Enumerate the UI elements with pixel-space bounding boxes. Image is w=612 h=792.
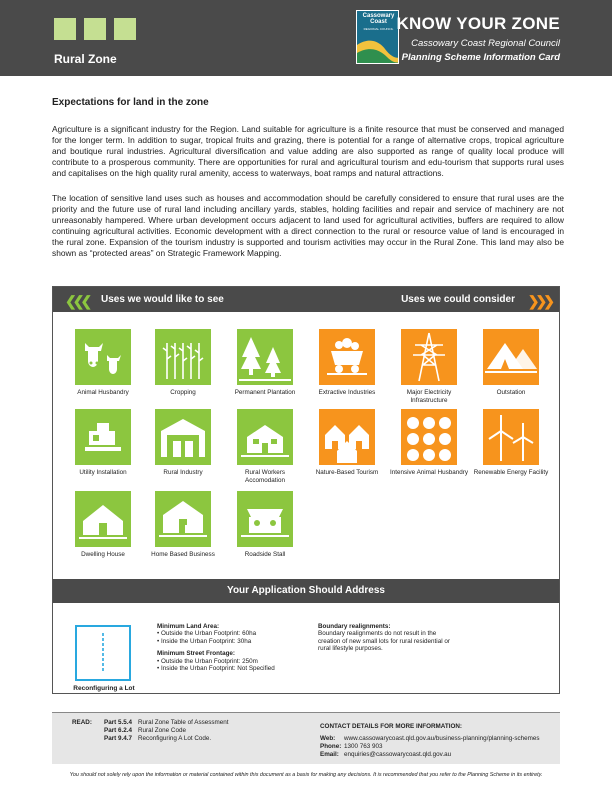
min-area-outside: Outside the Urban Footprint: 60ha bbox=[160, 630, 257, 638]
council-logo[interactable] bbox=[356, 10, 399, 64]
part-name: Rural Zone Code bbox=[138, 727, 186, 734]
frontage-outside: Outside the Urban Footprint: 250m bbox=[160, 657, 258, 665]
web-label: Web: bbox=[320, 735, 336, 742]
logo-tagline: REGIONAL COUNCIL bbox=[363, 27, 394, 31]
use-label-cropping: Cropping bbox=[170, 389, 196, 396]
email-label: Email: bbox=[320, 751, 339, 758]
land-area-block: Minimum Land Area: • Outside the Urban Footprint: 60ha • Inside the Urban Footprint: 30ha Minimum Street Frontage: • Outside the Urban Footprint: 250m • Inside the Urban Footprint: Not Specified bbox=[157, 623, 275, 673]
crop-icon bbox=[155, 329, 211, 385]
use-label-roadside-stall: Roadside Stall bbox=[244, 551, 286, 558]
frontage-title: Minimum Street Frontage: bbox=[157, 650, 236, 658]
card-subtitle: Planning Scheme Information Card bbox=[401, 52, 560, 63]
part-name: Reconfiguring A Lot Code. bbox=[138, 735, 212, 742]
consider-title: Uses we could consider bbox=[401, 294, 515, 305]
page-title: KNOW YOUR ZONE bbox=[396, 14, 560, 33]
use-label-dwelling-house: Dwelling House bbox=[81, 551, 125, 558]
intro-paragraph-1: Agriculture is a significant industry for the Region. Land suitable for agriculture is a finite resource that must be conserved and managed for the longer term. In addition to sugar, tropical fruits and grazing, there is potential for a range of alternative crops, tropical agriculture and boutique rural industries. Agricultural diversification and value adding are also supported as range of quality local produce will contribute to a prosperous community. There are opportunities for rural and agricultural tourism and edu-tourism that supports rural uses and capitalises on the high quality rural amenity, access to waterways, boat ramps and natural attractions. bbox=[52, 124, 564, 178]
workers-house-icon bbox=[237, 409, 293, 465]
use-label-major-electricity: Major Electricity Infrastructure bbox=[406, 389, 452, 404]
disclaimer: You should not solely rely upon the information or material contained within this document as a basis for making any decisions. It is recommended that you refer to the Planning Scheme in its entirety. bbox=[69, 772, 543, 778]
uses-panel bbox=[52, 286, 560, 694]
boundary-title: Boundary realignments: bbox=[318, 623, 391, 630]
min-area-inside: Inside the Urban Footprint: 30ha bbox=[160, 637, 252, 645]
stall-icon bbox=[237, 491, 293, 547]
boundary-text: Boundary realignments do not result in the creation of new small lots for rural residential or rural lifestyle purposes. bbox=[318, 630, 450, 653]
wind-turbine-icon bbox=[483, 409, 539, 465]
part-name: Rural Zone Table of Assessment bbox=[138, 719, 229, 726]
home-business-icon bbox=[155, 491, 211, 547]
like-title: Uses we would like to see bbox=[101, 294, 224, 305]
part-number: Part 6.2.4 bbox=[104, 727, 133, 734]
part-number: Part 9.4.7 bbox=[104, 735, 133, 742]
council-name: Cassowary Coast Regional Council bbox=[411, 38, 560, 49]
email-link[interactable]: enquiries@cassowarycoast.qld.gov.au bbox=[344, 751, 452, 758]
use-label-outstation: Outstation bbox=[496, 389, 526, 396]
contact-values bbox=[344, 735, 540, 759]
section-heading: Expectations for land in the zone bbox=[52, 97, 209, 108]
boundary-block bbox=[318, 623, 458, 653]
frontage-inside: Inside the Urban Footprint: Not Specified bbox=[160, 665, 275, 673]
mining-cart-icon bbox=[319, 329, 375, 385]
logo-swoosh-icon bbox=[357, 33, 399, 64]
phone-label: Phone: bbox=[320, 743, 342, 750]
phone-number[interactable]: 1300 763 903 bbox=[344, 743, 383, 750]
use-label-intensive-animal: Intensive Animal Husbandry bbox=[389, 469, 469, 476]
zone-name: Rural Zone bbox=[54, 52, 117, 66]
pylon-icon bbox=[401, 329, 457, 385]
header-square-2 bbox=[84, 18, 106, 40]
cattle-icon bbox=[75, 329, 131, 385]
use-label-utility-installation: Utility Installation bbox=[79, 469, 127, 476]
read-label: READ: bbox=[72, 719, 92, 726]
use-label-home-business: Home Based Business bbox=[151, 551, 215, 558]
contact-title: CONTACT DETAILS FOR MORE INFORMATION: bbox=[320, 723, 463, 730]
web-link[interactable]: www.cassowarycoast.qld.gov.au/business-planning/planning-schemes bbox=[344, 735, 540, 742]
header-square-1 bbox=[54, 18, 76, 40]
contact-labels bbox=[320, 735, 341, 759]
shed-icon bbox=[155, 409, 211, 465]
tree-icon bbox=[237, 329, 293, 385]
lot-icon bbox=[75, 625, 131, 681]
lot-label: Reconfiguring a Lot bbox=[73, 685, 135, 692]
use-label-extractive-industries: Extractive Industries bbox=[318, 389, 376, 396]
footer-panel bbox=[52, 712, 560, 764]
chevron-right-icon: ❯❯❯ bbox=[527, 293, 551, 309]
use-label-renewable-energy: Renewable Energy Facility bbox=[473, 469, 549, 476]
chevron-left-icon: ❮❮❮ bbox=[65, 293, 89, 309]
header-square-3 bbox=[114, 18, 136, 40]
use-label-nature-tourism: Nature-Based Tourism bbox=[315, 469, 379, 476]
read-parts bbox=[104, 719, 132, 743]
pigs-icon bbox=[401, 409, 457, 465]
part-number: Part 5.5.4 bbox=[104, 719, 133, 726]
application-bar bbox=[53, 579, 559, 603]
use-label-animal-husbandry: Animal Husbandry bbox=[77, 389, 129, 396]
utility-icon bbox=[75, 409, 131, 465]
uses-bar bbox=[53, 287, 559, 312]
use-label-rural-industry: Rural Industry bbox=[163, 469, 203, 476]
header-bar bbox=[0, 0, 612, 76]
house-icon bbox=[75, 491, 131, 547]
use-label-rural-workers: Rural Workers Accomodation bbox=[244, 469, 286, 484]
cabins-icon bbox=[319, 409, 375, 465]
logo-text: Cassowary Coast bbox=[362, 13, 395, 25]
read-names bbox=[138, 719, 229, 743]
min-area-title: Minimum Land Area: bbox=[157, 623, 220, 630]
application-title: Your Application Should Address bbox=[227, 585, 385, 596]
use-label-permanent-plantation: Permanent Plantation bbox=[234, 389, 296, 396]
tent-icon bbox=[483, 329, 539, 385]
intro-paragraph-2: The location of sensitive land uses such as houses and accommodation should be carefully considered to ensure that rural uses are the priority and the future use of rural land including ancillary yards, stables, holding facilities and repair and service of machinery are not unreasonably hampered. Where urban development occurs adjacent to land used for agricultural activities, buffers are required to allow continuing agricultural activities. Economic development with a direct connection to the rural or resource value of land is encouraged in the rural zone. Expansion of the tourism industry is supported and tourism activities may occur in the Rural Zone. This land may also be shown as “protected areas” on Strategic Framework Mapping. bbox=[52, 193, 564, 258]
